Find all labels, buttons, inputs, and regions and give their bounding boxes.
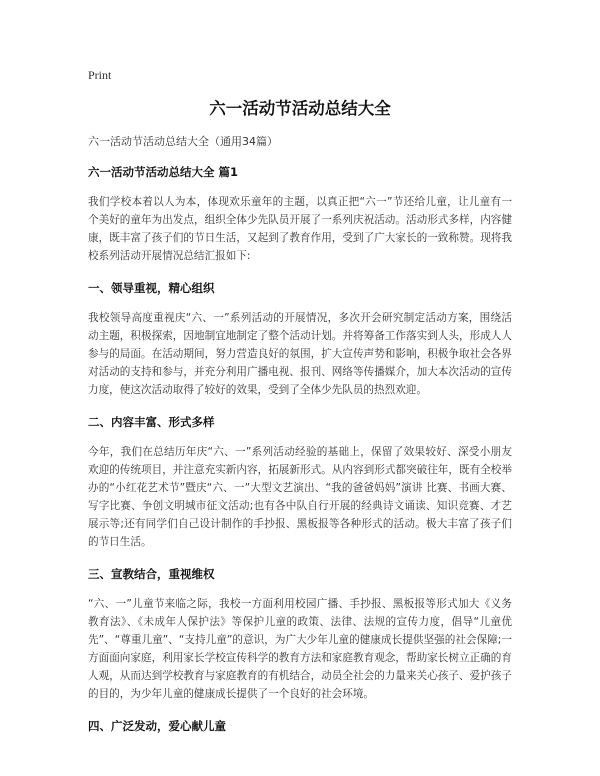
chapter-heading: 六一活动节活动总结大全 篇1: [88, 165, 239, 179]
section-heading-3: 三、宣教结合，重视维权: [88, 567, 215, 581]
section-paragraph-2: 今年，我们在总结历年庆“六、一”系列活动经验的基础上，保留了效果较好、深受小朋友欢迎的传统项目，并注意充实新内容，拓展新形式。从内容到形式都突破往年，既有全校举办的“小红花艺术节”暨庆“六、一”大型文艺演出、“我的爸爸妈妈”演讲 比赛、书画大赛、写字比赛、争创文明城市征文活动;也有各中队自行开展的经典诗文诵读、知识竞赛、才艺展示等;还有同学们自己设计制作的手抄报、黑板报等各种形式的活动。极大丰富了孩子们的节日生活。: [88, 446, 512, 548]
document-title: 六一活动节活动总结大全: [209, 99, 391, 118]
print-link[interactable]: Print: [88, 68, 112, 82]
document-subtitle: 六一活动节活动总结大全（通用34篇）: [88, 135, 278, 148]
section-paragraph-1: 我校领导高度重视庆“六、一”系列活动的开展情况，多次开会研究制定活动方案，围绕活动主题，积极探索，因地制宜地制定了整个活动计划。并将筹备工作落实到人头，形成人人参与的局面。在活动期间，努力营造良好的氛围，扩大宣传声势和影响，积极争取社会各界对活动的支持和参与，并充分利用广播电视、报刊、网络等传播媒介，加大本次活动的宣传力度，使这次活动取得了较好的效果，受到了全体少先队员的热烈欢迎。: [88, 312, 512, 396]
section-heading-4: 四、广泛发动，爱心献儿童: [88, 719, 226, 733]
intro-paragraph: 我们学校本着以人为本，体现欢乐童年的主题，以真正把“六一”节还给儿童，让儿童有一个美好的童年为出发点，组织全体少先队员开展了一系列庆祝活动。活动形式多样，内容健康，既丰富了孩子们的节日生活，又起到了教育作用，受到了广大家长的一致称赞。现将我校系列活动开展情况总结汇报如下:: [88, 196, 512, 262]
section-heading-1: 一、领导重视，精心组织: [88, 281, 215, 295]
section-paragraph-3: “六、一”儿童节来临之际，我校一方面利用校园广播、手抄报、黑板报等形式加大《义务教育法》、《未成年人保护法》等保护儿童的政策、法律、法规的宣传力度，倡导“儿童优先”、“尊重儿童”、“支持儿童”的意识，为广大少年儿童的健康成长提供坚强的社会保障;一方面面向家庭，利用家长学校宣传科学的教育方法和家庭教育观念，帮助家长树立正确的育人观，从而达到学校教育与家庭教育的有机结合，动员全社会的力量来关心孩子、爱护孩子的目的，为少年儿童的健康成长提供了一个良好的社会环境。: [88, 598, 512, 700]
section-heading-2: 二、内容丰富、形式多样: [88, 415, 215, 429]
